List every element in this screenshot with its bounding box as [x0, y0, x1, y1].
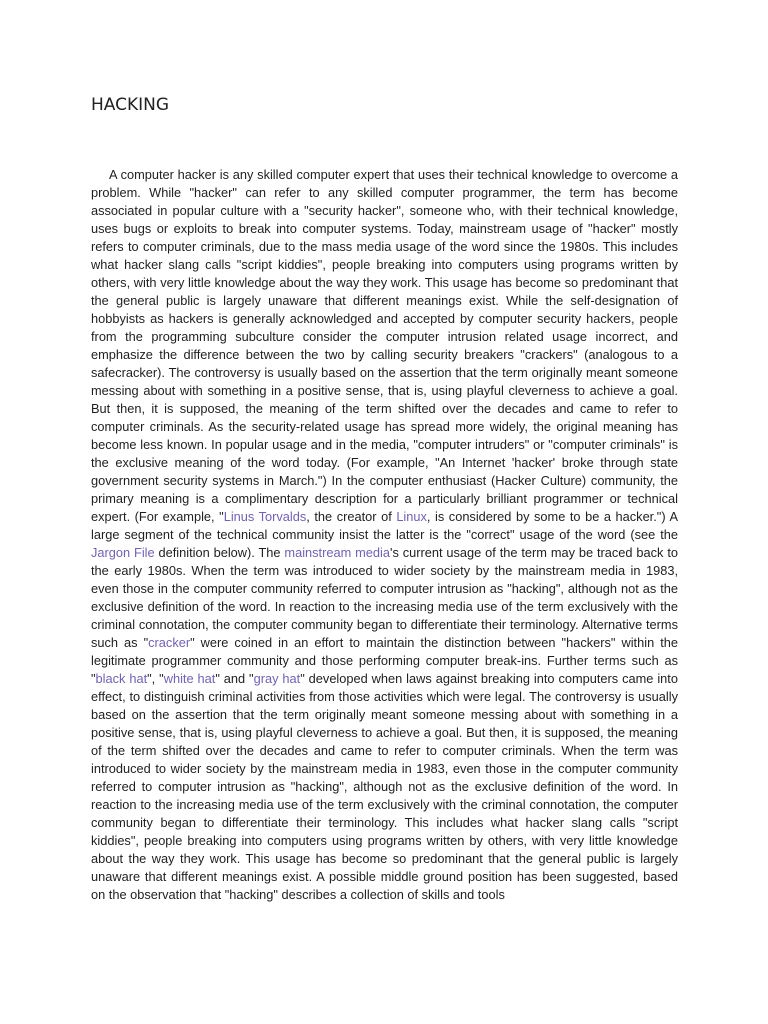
text-segment: ", ": [147, 671, 164, 686]
body-paragraph: [91, 166, 678, 904]
link-white-hat[interactable]: white hat: [163, 671, 216, 686]
text-segment: A computer hacker is any skilled computer expert that uses their technical knowledge to overcome a problem. While "hacker" can refer to any skilled computer programmer, the term has become associated in popular culture with a "security hacker", someone who, with their technical knowledge, uses bugs or exploits to break into computer systems. Today, mainstream usage of "hacker" mostly refers to computer criminals, due to the mass media usage of the word since the 1980s. This includes what hacker slang calls "script kiddies", people breaking into computers using programs written by others, with very little knowledge about the way they work. This usage has become so predominant that the general public is largely unaware that different meanings exist. While the self-designation of hobbyists as hackers is generally acknowledged and accepted by computer security hackers, people from the programming subculture consider the computer intrusion related usage incorrect, and emphasize the difference between the two by calling security breakers "crackers" (analogous to a safecracker). The controversy is usually based on the assertion that the term originally meant someone messing about with something in a positive sense, that is, using playful cleverness to achieve a goal. But then, it is supposed, the meaning of the term shifted over the decades and came to refer to computer criminals. As the security-related usage has spread more widely, the original meaning has become less known. In popular usage and in the media, "computer intruders" or "computer criminals" is the exclusive meaning of the word today. (For example, "An Internet 'hacker' broke through state government security systems in March.") In the computer enthusiast (Hacker Culture) community, the primary meaning is a complimentary description for a particularly brilliant programmer or technical expert. (For example, ": [91, 167, 678, 524]
link-cracker[interactable]: cracker: [148, 635, 191, 650]
link-jargon-file[interactable]: Jargon File: [91, 545, 155, 560]
link-gray-hat[interactable]: gray hat: [253, 671, 301, 686]
text-segment: " developed when laws against breaking into computers came into effect, to distinguish criminal activities from those activities which were legal. The controversy is usually based on the assertion that the term originally meant someone messing about with something in a positive sense, that is, using playful cleverness to achieve a goal. But then, it is supposed, the meaning of the term shifted over the decades and came to refer to computer criminals. When the term was introduced to wider society by the mainstream media in 1983, even those in the computer community referred to computer intrusion as "hacking", although not as the exclusive definition of the word. In reaction to the increasing media use of the term exclusively with the criminal connotation, the computer community began to differentiate their terminology. This includes what hacker slang calls "script kiddies", people breaking into computers using programs written by others, with very little knowledge about the way they work. This usage has become so predominant that the general public is largely unaware that different meanings exist. A possible middle ground position has been suggested, based on the observation that "hacking" describes a collection of skills and tools: [91, 671, 678, 902]
link-mainstream-media[interactable]: mainstream media: [284, 545, 390, 560]
link-linus-torvalds[interactable]: Linus Torvalds: [223, 509, 307, 524]
text-segment: " and ": [215, 671, 254, 686]
link-linux[interactable]: Linux: [396, 509, 427, 524]
text-segment: 's current usage of the term may be traced back to the early 1980s. When the term was introduced to wider society by the mainstream media in 1983, even those in the computer community referred to computer intrusion as "hacking", although not as the exclusive definition of the word. In reaction to the increasing media use of the term exclusively with the criminal connotation, the computer community began to differentiate their terminology. Alternative terms such as ": [91, 545, 678, 650]
text-segment: , is considered by some to be a hacker.") A large segment of the technical community insist the latter is the "correct" usage of the word (see the: [91, 509, 678, 542]
link-black-hat[interactable]: black hat: [95, 671, 148, 686]
document-title: HACKING: [91, 95, 170, 115]
text-segment: , the creator of: [306, 509, 397, 524]
text-segment: " were coined in an effort to maintain the distinction between "hackers" within the legitimate programmer community and those performing computer break-ins. Further terms such as ": [91, 635, 678, 686]
text-segment: definition below). The: [154, 545, 285, 560]
